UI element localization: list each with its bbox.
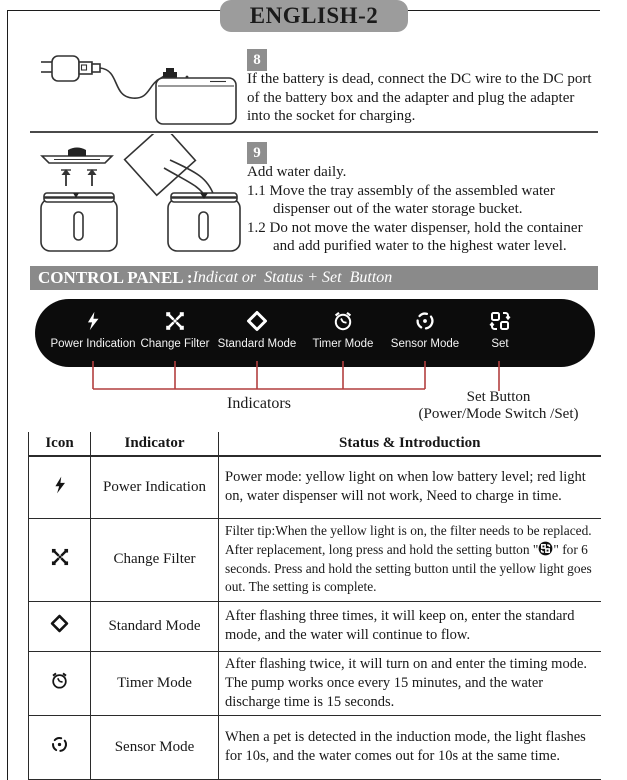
status-text: After flashing three times, it will keep on, enter the standard mode, and the water will continue to flow. (219, 601, 601, 651)
table-row (29, 715, 601, 779)
step-9-badge: 9 (247, 142, 267, 164)
section-divider (30, 131, 598, 133)
header-icon: Icon (29, 432, 91, 456)
table-row (29, 518, 601, 601)
page-header-tab (220, 0, 408, 32)
step-9-item-1: 1.1 Move the tray assembly of the assembled water dispenser out of the water storage bucket. (247, 182, 555, 217)
sensor-icon (49, 734, 70, 755)
filter-icon (49, 546, 71, 568)
page-border-left (7, 10, 8, 780)
indicator-name: Power Indication (91, 456, 219, 518)
step-9-text (247, 163, 602, 256)
add-water-illustration (28, 134, 246, 262)
control-panel-heading: CONTROL PANEL : (38, 268, 193, 287)
control-panel-subheading: Indicat or Status + Set Button (192, 269, 393, 286)
alarm-clock-icon (331, 309, 355, 333)
table-row (29, 601, 601, 651)
status-text: After flashing twice, it will turn on and enter the timing mode. The pump works once every 15 minutes, and the water discharge time is 15 seconds. (219, 651, 601, 715)
panel-button-label: Power Indication (50, 338, 136, 350)
panel-button-label: Standard Mode (217, 338, 297, 350)
panel-button-label: Change Filter (140, 338, 210, 350)
lightning-icon (50, 474, 70, 496)
adapter-battery-illustration (30, 48, 240, 130)
indicator-name: Standard Mode (91, 601, 219, 651)
indicator-name: Sensor Mode (91, 715, 219, 779)
table-row (29, 651, 601, 715)
diamond-icon (49, 613, 70, 634)
indicator-table (28, 432, 601, 780)
alarm-clock-icon (49, 670, 70, 691)
set-button-badge-icon (538, 541, 553, 556)
status-text: Filter tip:When the yellow light is on, the filter needs to be replaced. After replacement, long press and hold the setting button " " for 6 seconds. Press and hold the setting button until the yellow light goes out. The setting is complete. (219, 518, 601, 601)
diamond-icon (245, 309, 269, 333)
step-9-intro: Add water daily. (247, 164, 347, 180)
step-8-badge: 8 (247, 49, 267, 71)
panel-set-button (452, 309, 548, 350)
panel-button-label: Sensor Mode (390, 338, 460, 350)
status-text: When a pet is detected in the induction mode, the light flashes for 10s, and the water comes out for 10s at the same time. (219, 715, 601, 779)
sensor-icon (413, 309, 437, 333)
table-row (29, 456, 601, 518)
panel-standard-mode (209, 309, 305, 350)
step-9-item-2: 1.2 Do not move the water dispenser, hold the container and add purified water to the highest water level. (247, 219, 583, 254)
indicators-label: Indicators (227, 395, 291, 412)
status-text: Power mode: yellow light on when low battery level; red light on, water dispenser will not work, Need to charge in time. (219, 456, 601, 518)
panel-button-label: Timer Mode (312, 338, 374, 350)
set-icon (488, 309, 512, 333)
header-status: Status & Introduction (219, 432, 601, 456)
step-8-text: If the battery is dead, connect the DC wire to the DC port of the battery box and the adapter and plug the adapter into the socket for charging. (247, 71, 592, 124)
lightning-icon (82, 309, 104, 333)
set-button-label: Set Button (Power/Mode Switch /Set) (418, 389, 579, 422)
control-panel-section-bar (30, 266, 598, 290)
indicator-name: Timer Mode (91, 651, 219, 715)
page-title: ENGLISH-2 (249, 3, 379, 28)
filter-icon (163, 309, 187, 333)
panel-button-label: Set (491, 338, 509, 350)
indicator-name: Change Filter (91, 518, 219, 601)
header-indicator: Indicator (91, 432, 219, 456)
table-header-row (29, 432, 601, 456)
